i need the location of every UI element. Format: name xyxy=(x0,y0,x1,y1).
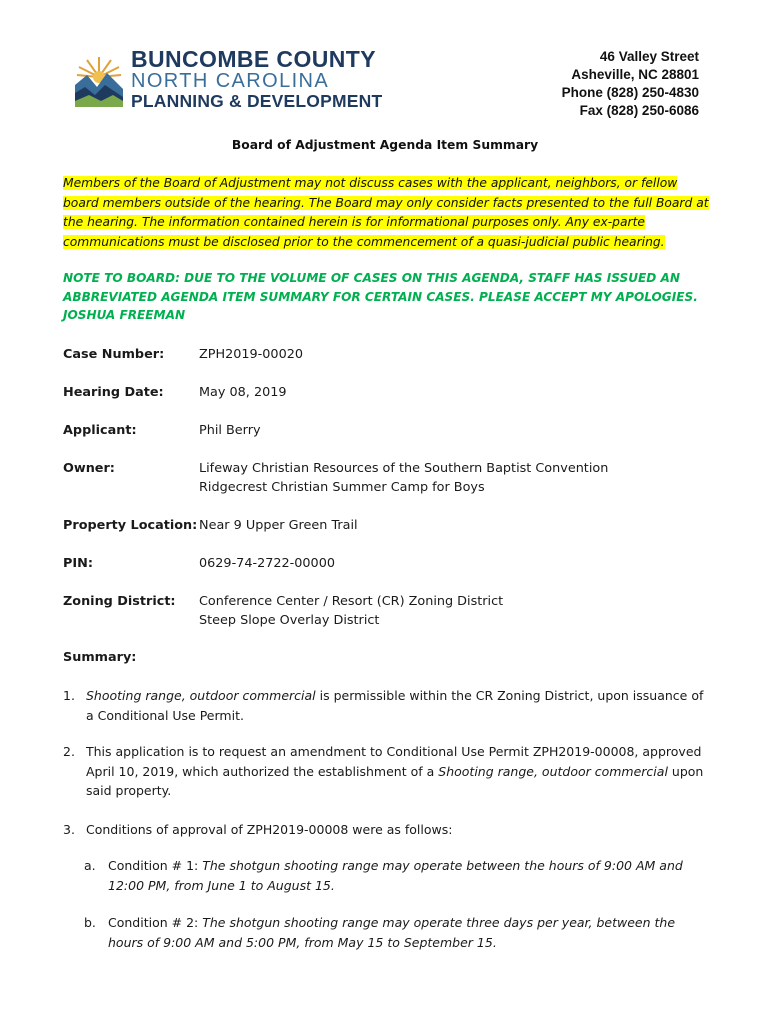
zoning-district-line-2: Steep Slope Overlay District xyxy=(199,613,380,628)
condition-label: Condition # 2: xyxy=(108,915,203,930)
case-number-value: ZPH2019-00020 xyxy=(199,347,303,362)
summary-item-text xyxy=(86,686,711,725)
zoning-district-label: Zoning District: xyxy=(63,594,176,609)
summary-item-number: 1. xyxy=(63,688,75,703)
summary-item-body-b: upon said property. xyxy=(86,763,704,798)
address-fax: Fax (828) 250-6086 xyxy=(579,103,699,118)
address-block xyxy=(562,48,699,120)
disclaimer-paragraph xyxy=(63,174,711,252)
address-city: Asheville, NC 28801 xyxy=(571,67,699,82)
summary-item-number: 2. xyxy=(63,744,75,759)
zoning-district-value xyxy=(199,592,503,630)
summary-heading: Summary: xyxy=(63,650,137,665)
address-street: 46 Valley Street xyxy=(599,49,699,64)
condition-italic: The shotgun shooting range may operate between the hours of 9:00 AM and 12:00 PM, from June 1 to August 15. xyxy=(108,858,683,893)
disclaimer-text: Members of the Board of Adjustment may not discuss cases with the applicant, neighbors, or fellow board members outside of the hearing. The Board may only consider facts presented to the full Board at the hearing. The information contained herein is for informational purposes only. Any ex-parte communications must be disclosed prior to the commencement of a quasi-judicial public hearing. xyxy=(63,176,709,249)
hearing-date-label: Hearing Date: xyxy=(63,385,164,400)
condition-label: Condition # 1: xyxy=(108,858,203,873)
property-location-value: Near 9 Upper Green Trail xyxy=(199,518,358,533)
condition-italic: The shotgun shooting range may operate three days per year, between the hours of 9:00 AM and 5:00 PM, from May 15 to September 15. xyxy=(108,915,676,950)
logo-line-county: BUNCOMBE COUNTY xyxy=(131,46,376,72)
condition-letter: a. xyxy=(84,858,96,873)
hearing-date-value: May 08, 2019 xyxy=(199,385,287,400)
summary-item-text xyxy=(86,742,711,801)
zoning-district-line-1: Conference Center / Resort (CR) Zoning District xyxy=(199,594,504,609)
pin-value: 0629-74-2722-00000 xyxy=(199,556,335,571)
logo-line-state: NORTH CAROLINA xyxy=(131,70,330,92)
applicant-value: Phil Berry xyxy=(199,423,261,438)
pin-label: PIN: xyxy=(63,556,93,571)
note-line-3: JOSHUA FREEMAN xyxy=(63,308,186,322)
property-location-label: Property Location: xyxy=(63,518,198,533)
mountain-sun-logo-icon xyxy=(73,53,125,109)
logo-line-department: PLANNING & DEVELOPMENT xyxy=(131,91,383,111)
condition-text xyxy=(108,856,712,896)
owner-label: Owner: xyxy=(63,461,115,476)
condition-text xyxy=(108,913,712,953)
owner-value xyxy=(199,459,608,497)
summary-item-italic: Shooting range, outdoor commercial xyxy=(438,763,668,779)
summary-item-text: Conditions of approval of ZPH2019-00008 were as follows: xyxy=(86,822,453,837)
summary-item-body-a: This application is to request an amendment to Conditional Use Permit ZPH2019-00008, approved April 10, 2019, which authorized the establishment of a xyxy=(86,744,702,779)
document-title: Board of Adjustment Agenda Item Summary xyxy=(231,138,539,152)
owner-value-line-1: Lifeway Christian Resources of the Southern Baptist Convention xyxy=(199,461,609,476)
address-phone: Phone (828) 250-4830 xyxy=(561,85,699,100)
note-line-1: NOTE TO BOARD: DUE TO THE VOLUME OF CASES ON THIS AGENDA, STAFF HAS ISSUED AN xyxy=(63,271,681,285)
case-number-label: Case Number: xyxy=(63,347,165,362)
owner-value-line-2: Ridgecrest Christian Summer Camp for Boys xyxy=(199,480,485,495)
condition-letter: b. xyxy=(84,915,96,930)
applicant-label: Applicant: xyxy=(63,423,137,438)
county-logo xyxy=(73,46,383,111)
summary-item-number: 3. xyxy=(63,822,75,837)
note-to-board xyxy=(63,269,711,325)
note-line-2: ABBREVIATED AGENDA ITEM SUMMARY FOR CERTAIN CASES. PLEASE ACCEPT MY APOLOGIES. xyxy=(63,289,698,304)
summary-item-italic: Shooting range, outdoor commercial xyxy=(86,688,316,703)
summary-item-body: is permissible within the CR Zoning District, upon issuance of a Conditional Use Permit. xyxy=(86,688,704,723)
